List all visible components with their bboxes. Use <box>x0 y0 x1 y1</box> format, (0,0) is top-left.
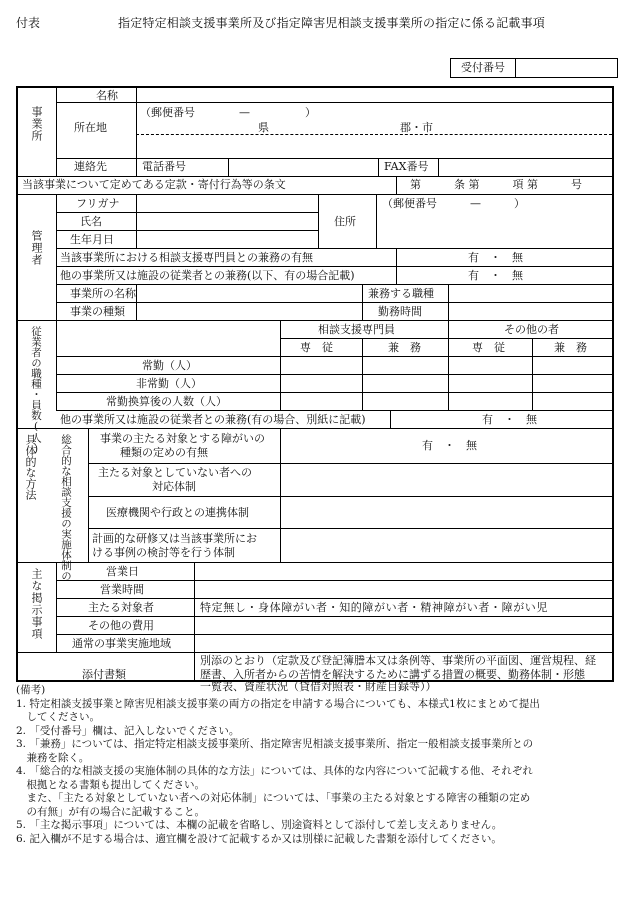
manager-position-label: 兼務する職種 <box>368 287 434 300</box>
remark-line: 2. 「受付番号」欄は、記入しないでください。 <box>16 724 240 737</box>
remark-line: また、「主たる対象としていない者への対応体制」については、「事業の主たる対象とする障害の種類の定め <box>16 792 531 804</box>
staff-section-label: 従業者の職種・員数(人) <box>30 326 42 455</box>
office-tel-label: 電話番号 <box>142 160 186 173</box>
form-title: 指定特定相談支援事業所及び指定障害児相談支援事業所の指定に係る記載事項 <box>118 16 546 30</box>
staff-other-header: その他の者 <box>504 323 559 336</box>
remark-line: の有無」が有の場合に記載すること。 <box>16 805 205 818</box>
manager-name-label: 氏名 <box>80 215 102 228</box>
manager-concurrent-other-value: 有 ・ 無 <box>468 269 523 282</box>
manager-furigana-label: フリガナ <box>76 197 120 210</box>
method-r3: 医療機関や行政との連携体制 <box>106 506 249 519</box>
remark-line: 6. 記入欄が不足する場合は、適宜欄を設けて記載するか又は別様に記載した書類を添付してください。 <box>16 832 502 845</box>
staff-specialist-part: 兼 務 <box>388 341 421 354</box>
attach-label: 添付書類 <box>82 668 126 681</box>
manager-concurrent-specialist-value: 有 ・ 無 <box>468 251 523 264</box>
staff-specialist-full: 専 従 <box>300 341 333 354</box>
method-subsection-label: 総合的な相談支援の実施体制の <box>60 434 72 581</box>
receipt-number-box <box>450 58 618 78</box>
notice-days-label: 営業日 <box>106 565 139 578</box>
manager-office-type-label: 事業の種類 <box>70 305 125 318</box>
method-r4-line1: 計画的な研修又は当該事業所にお <box>92 532 257 545</box>
office-section-label: 事業所 <box>30 106 43 142</box>
office-prefecture: 県 <box>258 121 269 134</box>
attach-line-3: 一覧表、資産状況（貸借対照表・財産目録等）） <box>200 680 437 693</box>
office-postal: （郵便番号 — ） <box>140 106 316 119</box>
remark-line: 根拠となる書類も提出してください。 <box>16 778 205 791</box>
receipt-number-label: 受付番号 <box>451 59 516 77</box>
method-r4-line2: ける事例の検討等を行う体制 <box>92 546 235 559</box>
manager-birth-label: 生年月日 <box>70 233 114 246</box>
method-r1-line2: 種類の定めの有無 <box>120 446 208 459</box>
staff-converted-label: 常勤換算後の人数（人） <box>106 395 227 408</box>
manager-concurrent-specialist: 当該事業所における相談支援専門員との兼務の有無 <box>60 251 313 264</box>
staff-fulltime-label: 常勤（人） <box>142 359 197 372</box>
method-r2-line2: 対応体制 <box>152 480 196 493</box>
office-address-label: 所在地 <box>74 121 107 134</box>
office-contact-label: 連絡先 <box>74 160 107 173</box>
staff-other-concurrent-value: 有 ・ 無 <box>482 413 537 426</box>
remark-line: 兼務を除く。 <box>16 751 90 764</box>
remark-line: 1. 特定相談支援事業と障害児相談支援事業の両方の指定を申請する場合についても、本様式1枚にまとめて提出 <box>16 697 540 710</box>
manager-office-name-label: 事業所の名称 <box>70 287 136 300</box>
staff-specialist-header: 相談支援専門員 <box>318 323 395 336</box>
manager-postal: （郵便番号 — ） <box>382 197 525 210</box>
notice-area-label: 通常の事業実施地域 <box>72 637 171 650</box>
receipt-number-field[interactable] <box>516 59 617 77</box>
manager-address-label: 住所 <box>334 215 356 228</box>
remark-line: 4. 「総合的な相談支援の実施体制の具体的な方法」については、具体的な内容について記載する他、それぞれ <box>16 765 533 777</box>
staff-other-full: 専 従 <box>472 341 505 354</box>
remark-line: (備考) <box>16 684 46 696</box>
remark-line: 3. 「兼務」については、指定特定相談支援事業所、指定障害児相談支援事業所、指定一般相談支援事業所との <box>16 738 534 750</box>
manager-hours-label: 勤務時間 <box>378 305 422 318</box>
remark-line: 5. 「主な掲示事項」については、本欄の記載を省略し、別途資料として添付して差し支えありません。 <box>16 819 503 831</box>
articles-value: 第 条 第 項 第 号 <box>410 178 582 191</box>
manager-concurrent-other: 他の事業所又は施設の従業者との兼務(以下、有の場合記載) <box>60 269 355 282</box>
notice-target-label: 主たる対象者 <box>88 601 154 614</box>
staff-other-part: 兼 務 <box>554 341 587 354</box>
office-fax-label: FAX番号 <box>384 160 429 173</box>
remarks <box>16 680 616 846</box>
remark-line: してください。 <box>16 711 100 723</box>
office-name-label: 名称 <box>96 89 118 102</box>
manager-section-label: 管理者 <box>30 230 43 266</box>
notice-section-label: 主な掲示事項 <box>30 568 43 640</box>
articles-label: 当該事業について定めてある定款・寄付行為等の条文 <box>22 178 286 191</box>
office-city: 郡・市 <box>400 121 433 134</box>
notice-fees-label: その他の費用 <box>88 619 154 632</box>
method-r1-value: 有 ・ 無 <box>422 439 477 452</box>
attach-line-2: 歴書、入所者からの苦情を解決するために講ずる措置の概要、勤務体制・形態 <box>200 668 585 681</box>
notice-target-value: 特定無し・身体障がい者・知的障がい者・精神障がい者・障がい児 <box>200 601 548 614</box>
method-r1-line1: 事業の主たる対象とする障がいの <box>100 432 265 445</box>
notice-hours-label: 営業時間 <box>100 583 144 596</box>
method-r2-line1: 主たる対象としていない者への <box>98 466 252 479</box>
staff-parttime-label: 非常勤（人） <box>136 377 202 390</box>
form-tag: 付表 <box>16 16 41 30</box>
method-section-label: 具体的な方法 <box>24 434 37 500</box>
attach-line-1: 別添のとおり（定款及び登記簿謄本又は条例等、事業所の平面図、運営規程、経 <box>200 654 596 667</box>
staff-other-concurrent: 他の事業所又は施設の従業者との兼務(有の場合、別紙に記載) <box>60 413 366 426</box>
